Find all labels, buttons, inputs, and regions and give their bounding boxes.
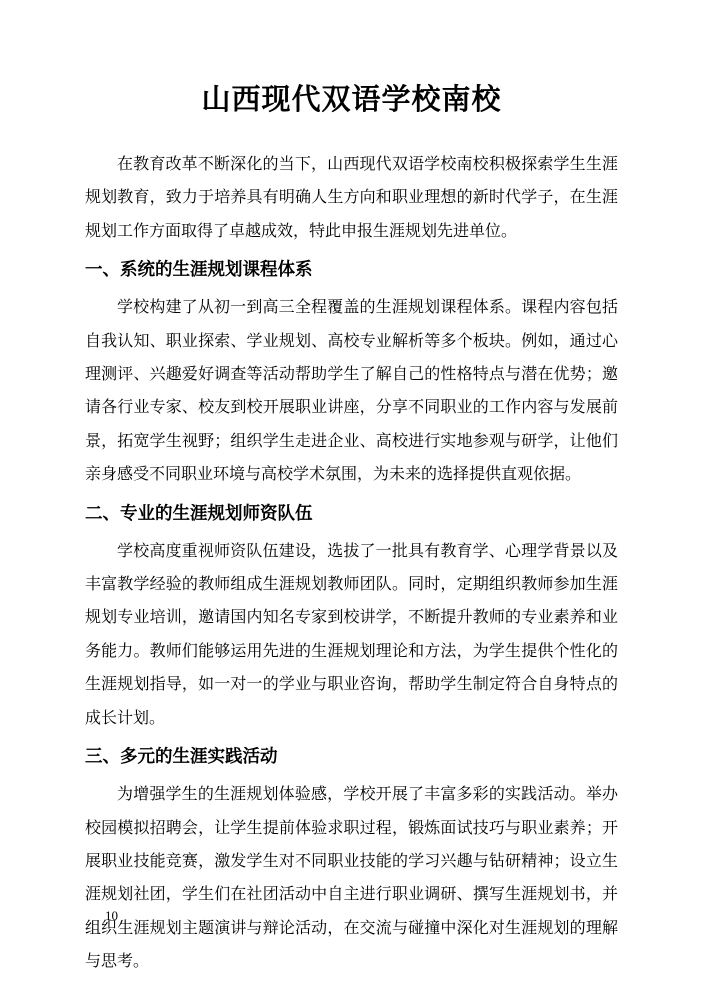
- section-1-heading: 一、系统的生涯规划课程体系: [85, 259, 313, 280]
- document-body: [85, 0, 618, 979]
- section-2-heading: 二、专业的生涯规划师资队伍: [85, 502, 313, 523]
- section-3-heading: 三、多元的生涯实践活动: [85, 746, 278, 767]
- section-3-paragraph: 为增强学生的生涯规划体验感，学校开展了丰富多彩的实践活动。举办校园模拟招聘会，让学生提前体验求职过程，锻炼面试技巧与职业素养；开展职业技能竞赛，激发学生对不同职业技能的学习兴趣与钻研精神；设立生涯规划社团，学生们在社团活动中自主进行职业调研、撰写生涯规划书，并组织生涯规划主题演讲与辩论活动，在交流与碰撞中深化对生涯规划的理解与思考。: [85, 786, 618, 971]
- intro-paragraph: 在教育改革不断深化的当下，山西现代双语学校南校积极探索学生生涯规划教育，致力于培养具有明确人生方向和职业理想的新时代学子，在生涯规划工作方面取得了卓越成效，特此申报生涯规划先进单位。: [85, 156, 618, 240]
- section-2-paragraph: 学校高度重视师资队伍建设，选拔了一批具有教育学、心理学背景以及丰富教学经验的教师组成生涯规划教师团队。同时，定期组织教师参加生涯规划专业培训，邀请国内知名专家到校讲学，不断提升教师的专业素养和业务能力。教师们能够运用先进的生涯规划理论和方法，为学生提供个性化的生涯规划指导，如一对一的学业与职业咨询，帮助学生制定符合自身特点的成长计划。: [85, 542, 618, 727]
- page-number: 10: [105, 908, 118, 923]
- document-title: 山西现代双语学校南校: [201, 84, 502, 116]
- section-1-paragraph: 学校构建了从初一到高三全程覆盖的生涯规划课程体系。课程内容包括自我认知、职业探索、学业规划、高校专业解析等多个板块。例如，通过心理测评、兴趣爱好调查等活动帮助学生了解自己的性格特点与潜在优势；邀请各行业专家、校友到校开展职业讲座，分享不同职业的工作内容与发展前景，拓宽学生视野；组织学生走进企业、高校进行实地参观与研学，让他们亲身感受不同职业环境与高校学术氛围，为未来的选择提供直观依据。: [85, 299, 618, 484]
